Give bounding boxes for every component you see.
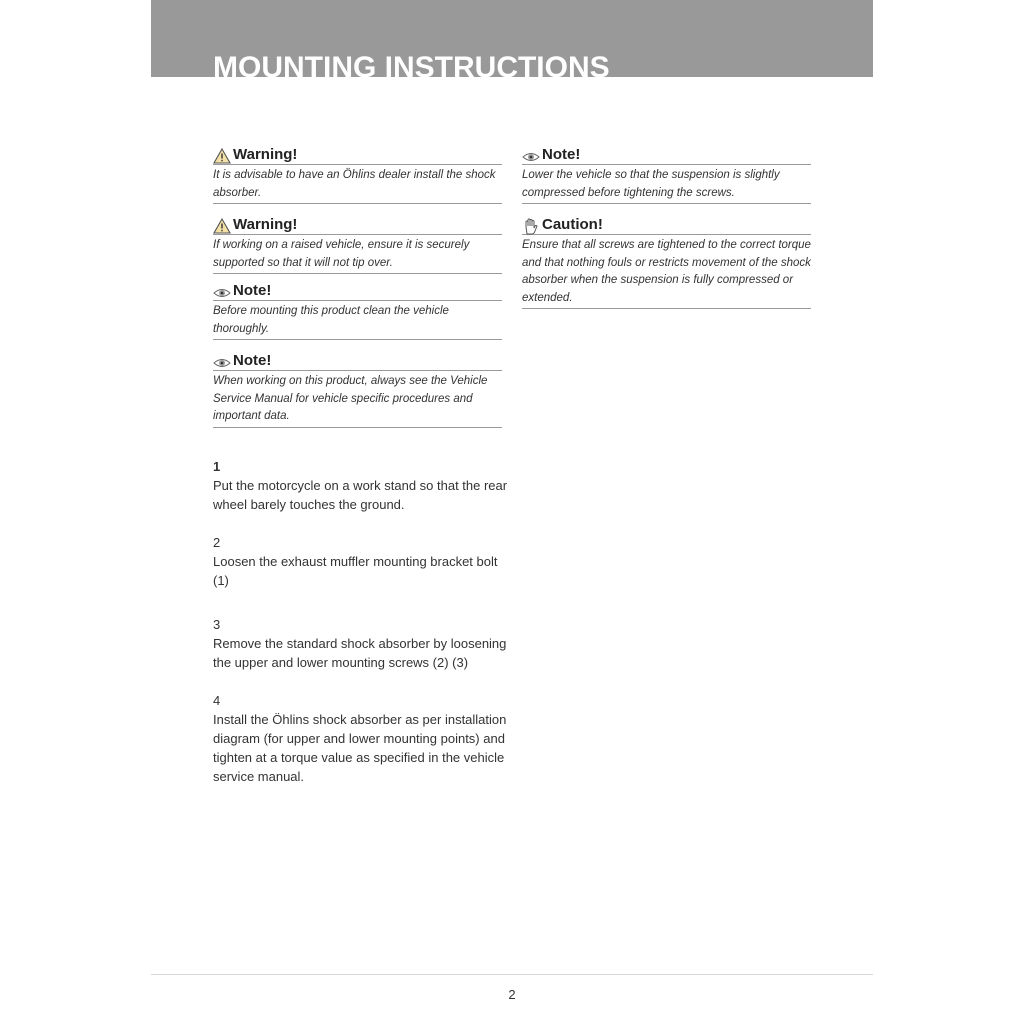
header-bar [151, 0, 873, 77]
notice-text: It is advisable to have an Öhlins dealer install the shock absorber. [213, 165, 502, 204]
notice-text: When working on this product, always see the Vehicle Service Manual for vehicle specific procedures and important data. [213, 371, 502, 428]
left-notices-column [213, 146, 502, 440]
eye-icon [213, 354, 231, 370]
step-text: Loosen the exhaust muffler mounting bracket bolt (1) [213, 554, 498, 588]
warning-notice [213, 146, 502, 204]
step-item [213, 691, 508, 786]
step-item [213, 615, 508, 672]
warning-triangle-icon [213, 218, 231, 234]
note-notice [213, 352, 502, 428]
step-number: 1 [213, 459, 221, 474]
step-text: Install the Öhlins shock absorber as per installation diagram (for upper and lower mounting points) and tighten at a torque value as specified in the vehicle service manual. [213, 712, 507, 784]
step-text: Remove the standard shock absorber by loosening the upper and lower mounting screws (2) (3) [213, 636, 507, 670]
step-number: 2 [213, 535, 221, 550]
notice-title: Note! [233, 352, 272, 369]
right-notices-column [522, 146, 811, 321]
notice-title: Warning! [233, 146, 298, 163]
hand-icon [522, 218, 540, 234]
notice-title: Warning! [233, 216, 298, 233]
footer-divider [151, 974, 873, 975]
note-notice [213, 282, 502, 340]
notice-header [213, 216, 502, 235]
notice-title: Note! [233, 282, 272, 299]
notice-text: Lower the vehicle so that the suspension is slightly compressed before tightening the screws. [522, 165, 811, 204]
step-number: 3 [213, 617, 221, 632]
page-number: 2 [508, 987, 516, 1002]
eye-icon [213, 284, 231, 300]
step-number: 4 [213, 693, 221, 708]
notice-text: Before mounting this product clean the vehicle thoroughly. [213, 301, 502, 340]
notice-title: Caution! [542, 216, 603, 233]
step-item [213, 457, 508, 514]
instruction-steps [213, 457, 508, 805]
page-title: MOUNTING INSTRUCTIONS [213, 51, 610, 77]
warning-notice [213, 216, 502, 274]
notice-header [522, 216, 811, 235]
notice-header [213, 282, 502, 301]
notice-text: If working on a raised vehicle, ensure it is securely supported so that it will not tip over. [213, 235, 502, 274]
note-notice [522, 146, 811, 204]
eye-icon [522, 148, 540, 164]
warning-triangle-icon [213, 148, 231, 164]
notice-header [213, 146, 502, 165]
notice-text: Ensure that all screws are tightened to the correct torque and that nothing fouls or restricts movement of the shock absorber when the suspension is fully compressed or extended. [522, 235, 811, 309]
caution-notice [522, 216, 811, 309]
notice-title: Note! [542, 146, 581, 163]
step-text: Put the motorcycle on a work stand so that the rear wheel barely touches the ground. [213, 478, 508, 512]
step-item [213, 533, 508, 590]
notice-header [522, 146, 811, 165]
notice-header [213, 352, 502, 371]
